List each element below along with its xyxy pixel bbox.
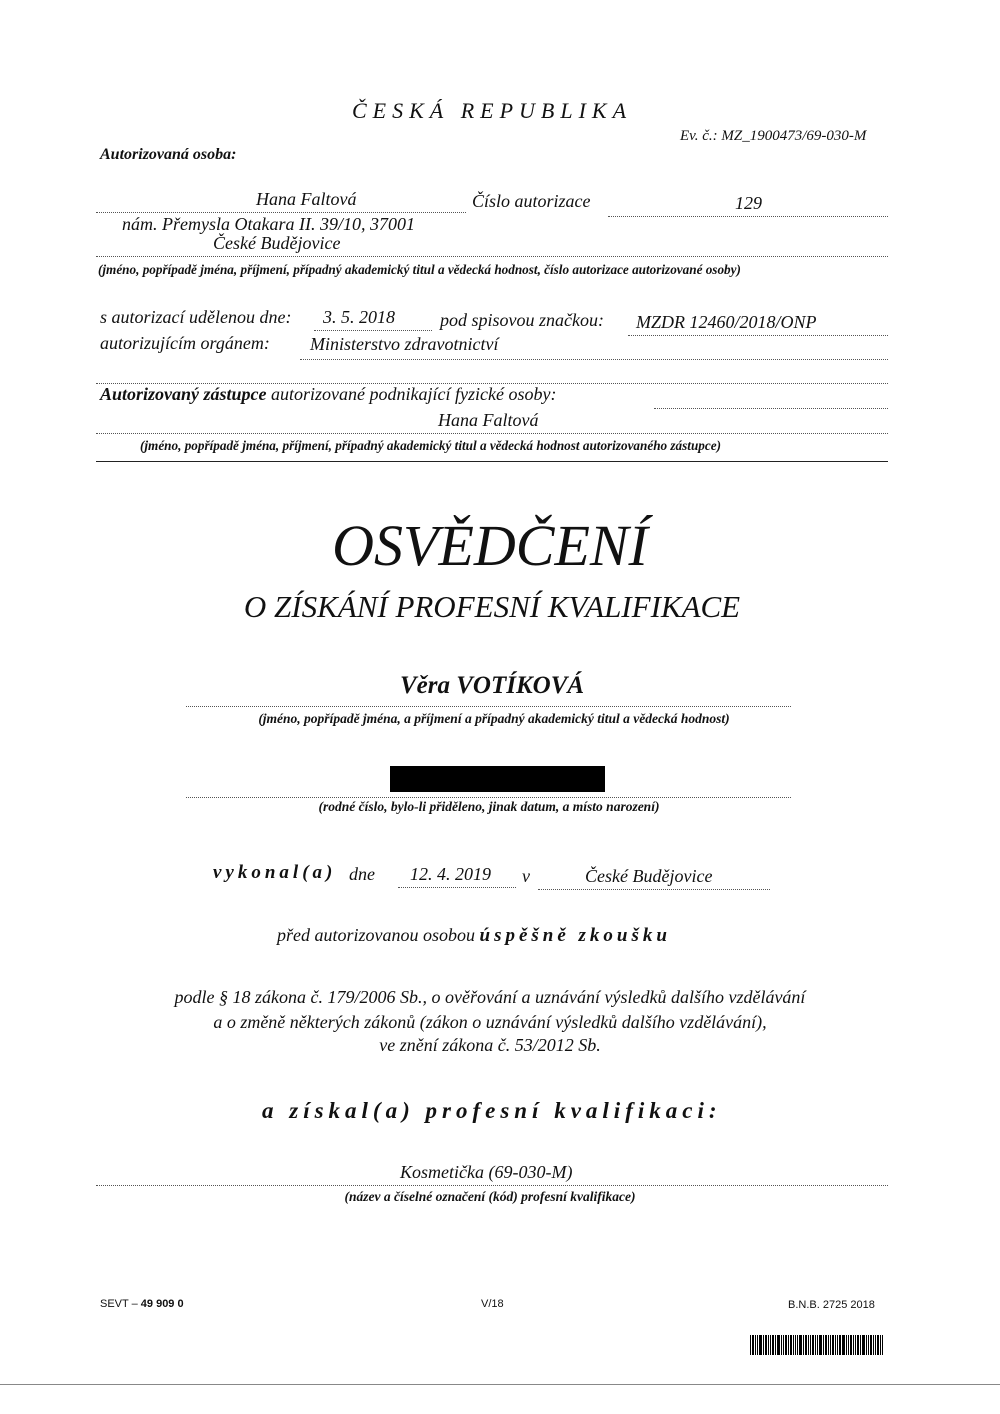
authorized-person-heading: Autorizovaná osoba:	[100, 146, 237, 163]
ev-number: Ev. č.: MZ_1900473/69-030-M	[680, 128, 867, 144]
granted-date: 3. 5. 2018	[323, 307, 395, 327]
qualification-caption: (název a číselné označení (kód) profesní kvalifikace)	[344, 1189, 636, 1204]
auth-number-underline	[608, 216, 888, 217]
exam-place: České Budějovice	[585, 866, 713, 886]
granted-label: s autorizací udělenou dne:	[100, 307, 292, 327]
law-line-3: ve znění zákona č. 53/2012 Sb.	[379, 1035, 601, 1055]
authority: Ministerstvo zdravotnictví	[310, 334, 499, 354]
exam-before-line	[277, 925, 671, 947]
representative-heading-bold: Autorizovaný zástupce	[100, 384, 267, 404]
place-label: v	[522, 866, 530, 886]
barcode	[750, 1335, 890, 1355]
address-underline	[96, 256, 888, 257]
representative-name-underline	[96, 433, 888, 434]
country-heading: ČESKÁ REPUBLIKA	[352, 98, 633, 123]
authority-underline	[300, 359, 888, 360]
exam-date: 12. 4. 2019	[410, 864, 491, 884]
obtained-text: a získal(a) profesní kvalifikaci:	[262, 1098, 722, 1123]
granted-date-underline	[314, 330, 432, 331]
date-label: dne	[349, 864, 375, 884]
sevt-prefix: SEVT –	[100, 1298, 138, 1310]
representative-name: Hana Faltová	[438, 410, 539, 430]
bnb-code: B.N.B. 2725 2018	[788, 1299, 875, 1311]
address-line-2: České Budějovice	[213, 233, 341, 253]
law-line-2: a o změně některých zákonů (zákon o uznávání výsledků dalšího vzdělávání),	[213, 1012, 767, 1032]
holder-name-underline	[186, 706, 791, 707]
birth-underline	[186, 797, 791, 798]
page-bottom-line	[0, 1384, 1000, 1385]
representative-side-underline	[654, 408, 888, 409]
exam-place-underline	[538, 889, 770, 890]
authorized-person-name: Hana Faltová	[256, 189, 357, 209]
auth-number: 129	[735, 193, 762, 213]
file-number-underline	[628, 335, 888, 336]
representative-heading	[100, 384, 556, 405]
name-underline	[96, 212, 466, 213]
law-line-1: podle § 18 zákona č. 179/2006 Sb., o ověřování a uznávání výsledků dalšího vzdělávání	[174, 987, 806, 1007]
authorized-person-caption: (jméno, popřípadě jména, příjmení, případný akademický titul a vědecká hodnost, číslo autorizace autorizované osoby)	[98, 262, 741, 277]
holder-name: Věra VOTÍKOVÁ	[400, 672, 585, 699]
certificate-subtitle: O ZÍSKÁNÍ PROFESNÍ KVALIFIKACE	[243, 589, 741, 624]
before-text: před autorizovanou osobou	[277, 925, 475, 945]
sevt-number: 49 909 0	[140, 1298, 184, 1310]
qualification: Kosmetička (69-030-M)	[400, 1162, 573, 1182]
qualification-underline	[96, 1185, 888, 1186]
address-line-1: nám. Přemysla Otakara II. 39/10, 37001	[122, 214, 415, 234]
header-divider	[96, 461, 888, 462]
authority-label: autorizujícím orgánem:	[100, 333, 270, 353]
performed-label: vykonal(a)	[213, 862, 337, 883]
certificate-title: OSVĚDČENÍ	[332, 513, 648, 578]
representative-heading-rest: autorizované podnikající fyzické osoby:	[271, 384, 557, 404]
birth-caption: (rodné číslo, bylo-li přiděleno, jinak datum, a místo narození)	[318, 799, 660, 814]
redacted-birth-info	[390, 766, 605, 792]
exam-date-underline	[398, 887, 516, 888]
representative-caption: (jméno, popřípadě jména, příjmení, případný akademický titul a vědecká hodnost autorizovaného zástupce)	[140, 438, 721, 453]
file-number: MZDR 12460/2018/ONP	[636, 312, 817, 332]
file-label: pod spisovou značkou:	[440, 310, 604, 330]
success-text: úspěšně zkoušku	[479, 925, 671, 946]
auth-number-label: Číslo autorizace	[472, 191, 591, 211]
form-version: V/18	[481, 1298, 504, 1310]
holder-caption: (jméno, popřípadě jména, a příjmení a případný akademický titul a vědecká hodnost)	[258, 711, 730, 726]
sevt-code	[100, 1298, 184, 1310]
